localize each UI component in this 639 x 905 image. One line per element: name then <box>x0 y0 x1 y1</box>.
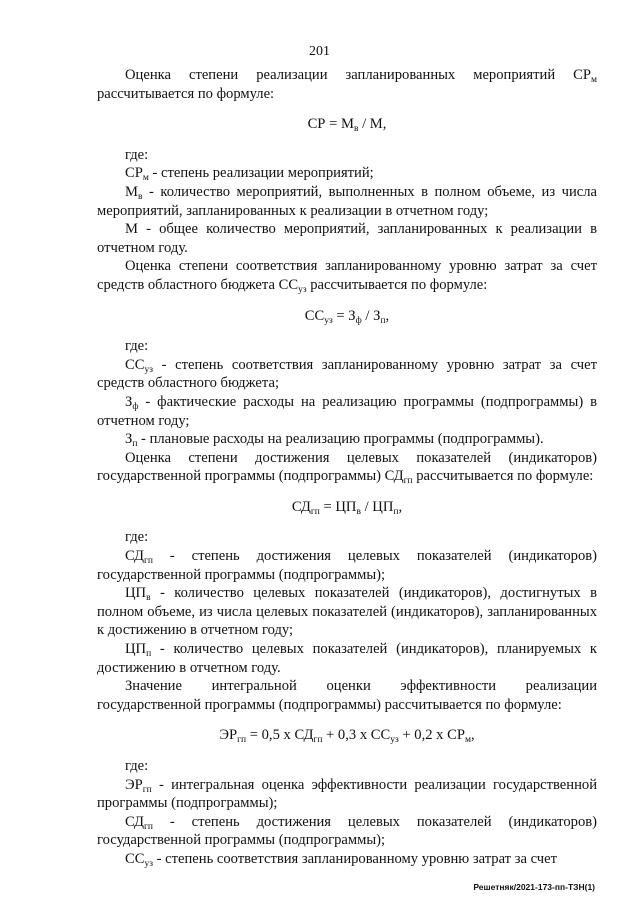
definition-cpv: $ЦП_в$ - количество целевых показателей (индикаторов), достигнутых в полном объеме, из числа целевых показателей (индикаторов), запланированных к достижению в отчетном году; <box>97 585 597 639</box>
definition-m: М - общее количество мероприятий, запланированных к реализации в отчетном году. <box>97 221 597 256</box>
definition-ergp: $ЭР_{гп}$ - интегральная оценка эффективности реализации государственной программы (подпрограммы); <box>97 776 597 812</box>
formula-ss: $СС_{уз} = З_ф / З_п$, <box>304 307 390 326</box>
paragraph-ss-intro: Оценка степени соответствия запланированному уровню затрат за счет средств областного бюджета $СС_{уз}$ рассчитывается по формуле: <box>97 258 597 295</box>
page-number: 201 <box>309 44 330 59</box>
paragraph-er-intro: Значение интегральной оценки эффективности реализации государственной программы (подпрограммы) рассчитывается по формуле: <box>97 678 597 713</box>
definition-srm: $СР_м$ - степень реализации мероприятий; <box>125 165 374 184</box>
definition-zf: $З_ф$ - фактические расходы на реализацию программы (подпрограммы) в отчетном году; <box>97 393 597 429</box>
definition-ssuz-2: $СС_{уз}$ - степень соответствия запланированному уровню затрат за счет <box>125 850 557 869</box>
definition-sdgp-2: $СД_{гп}$ - степень достижения целевых показателей (индикаторов) государственной программы (подпрограммы); <box>97 813 597 849</box>
where-label: где: <box>125 338 149 355</box>
paragraph-sd-intro: Оценка степени достижения целевых показателей (индикаторов) государственной программы (подпрограммы) $СД_{гп}$ рассчитывается по формуле: <box>97 449 597 487</box>
definition-sdgp: $СД_{гп}$ - степень достижения целевых показателей (индикаторов) государственной программы (подпрограммы); <box>97 548 597 583</box>
where-label: где: <box>125 529 149 546</box>
where-label: где: <box>125 758 149 774</box>
formula-er: $ЭР_{гп} = 0,5$ х $СД_{гп} + 0,3$ х $СС_{уз} + 0,2$ х $СР_м$, <box>219 727 475 746</box>
document-body <box>97 66 597 869</box>
paragraph-sr-intro: Оценка степени реализации запланированных мероприятий $СР_м$ рассчитывается по формуле: <box>97 67 597 102</box>
where-label: где: <box>125 146 149 163</box>
definition-cpp: $ЦП_п$ - количество целевых показателей (индикаторов), планируемых к достижению в отчетном году. <box>97 641 597 676</box>
definition-zp: $З_п$ - плановые расходы на реализацию программы (подпрограммы). <box>125 431 544 450</box>
formula-sr: СР = $М_в$ / М, <box>307 116 387 135</box>
definition-mv: $М_в$ - количество мероприятий, выполненных в полном объеме, из числа мероприятий, запланированных к реализации в отчетном году; <box>97 183 597 219</box>
formula-sd: $СД_{гп} = ЦП_в / ЦП_п$, <box>291 498 403 517</box>
definition-ssuz: $СС_{уз}$ - степень соответствия запланированному уровню затрат за счет средств областного бюджета; <box>97 356 597 392</box>
document-footer-id: Решетняк/2021-173-пп-ТЗН(1) <box>473 882 595 892</box>
